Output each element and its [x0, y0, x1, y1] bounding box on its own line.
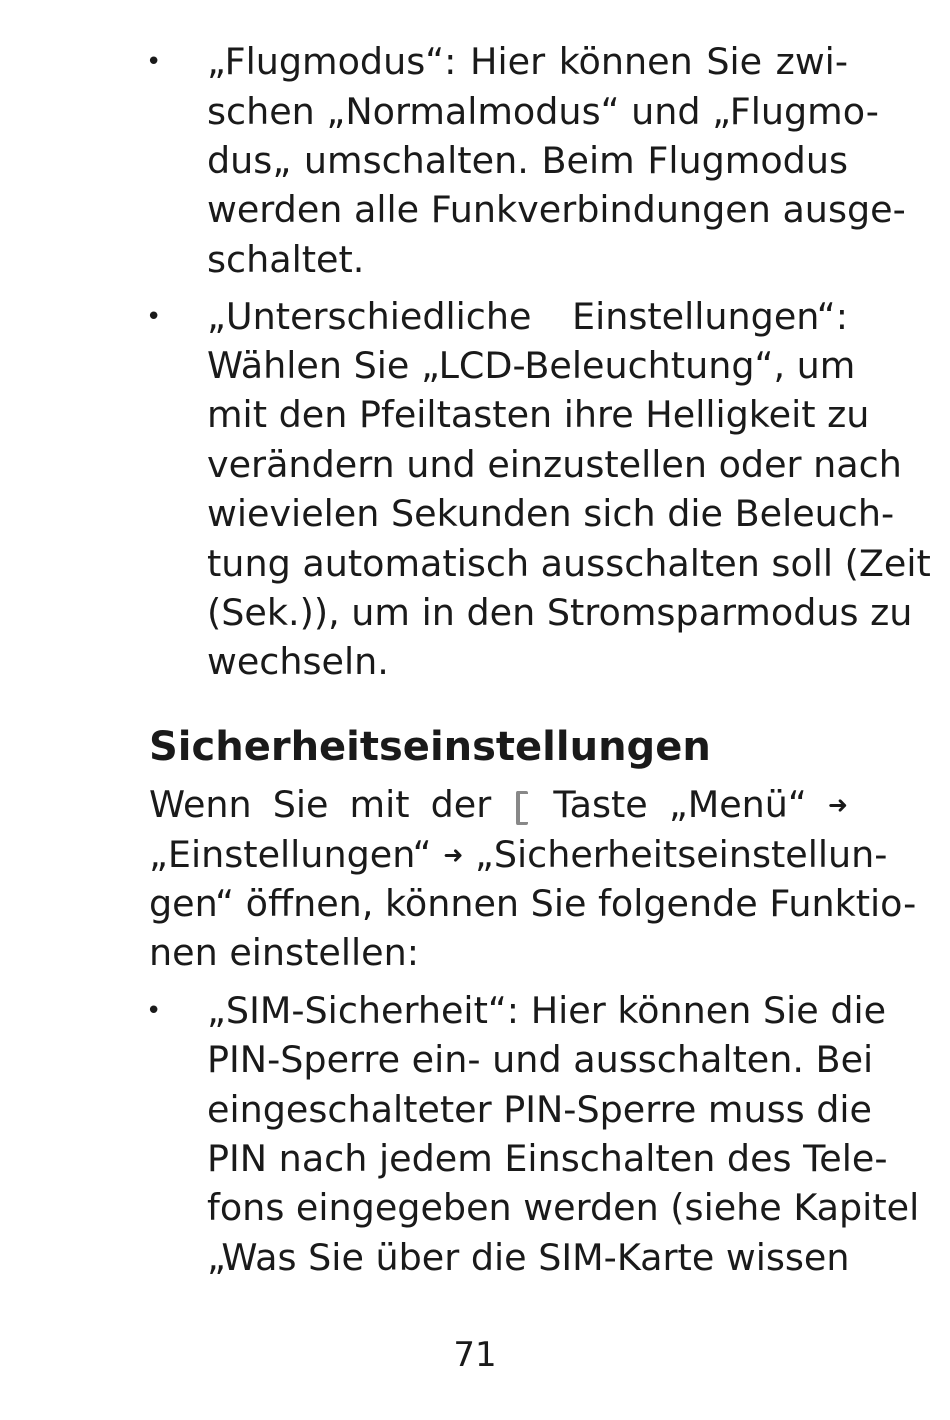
intro-line-1 [149, 780, 848, 830]
bullet-marker: • [146, 302, 162, 332]
bullet-1-line-2: schen „Normalmodus“ und „Flugmo- [207, 90, 879, 133]
section-heading: Sicherheitseinstellungen [149, 724, 711, 770]
bullet-3-line-2: PIN-Sperre ein- und ausschalten. Bei [207, 1038, 874, 1081]
intro-text: Taste „Menü“ [553, 783, 807, 826]
bullet-1-line-1: „Flugmodus“: Hier können Sie zwi- [207, 40, 848, 83]
bullet-2-line-4: verändern und einzustellen oder nach [207, 443, 902, 486]
bullet-3-line-1: „SIM-Sicherheit“: Hier können Sie die [207, 989, 887, 1032]
left-softkey-bracket-icon [516, 791, 528, 825]
bullet-1-line-5: schaltet. [207, 238, 365, 281]
bullet-2-line-5: wievielen Sekunden sich die Beleuch- [207, 492, 895, 535]
bullet-2-line-1: „Unterschiedliche Einstellungen“: [207, 295, 848, 338]
page-number: 71 [453, 1335, 497, 1375]
bullet-2-line-2: Wählen Sie „LCD-Beleuchtung“, um [207, 344, 856, 387]
bullet-3-line-6: „Was Sie über die SIM-Karte wissen [207, 1236, 850, 1279]
bullet-2-line-6: tung automatisch ausschalten soll (Zeit [207, 542, 931, 585]
arrow-right-icon: ➜ [443, 841, 464, 869]
intro-text: „Einstellungen“ [149, 833, 432, 876]
bullet-1-line-4: werden alle Funkverbindungen ausge- [207, 188, 906, 231]
bullet-3-line-3: eingeschalteter PIN-Sperre muss die [207, 1088, 872, 1131]
bullet-marker: • [146, 47, 162, 77]
intro-line-3: gen“ öffnen, können Sie folgende Funktio- [149, 882, 917, 925]
bullet-marker: • [146, 996, 162, 1026]
bullet-2-line-8: wechseln. [207, 640, 389, 683]
intro-line-2 [149, 830, 888, 880]
bullet-3-line-4: PIN nach jedem Einschalten des Tele- [207, 1137, 888, 1180]
bullet-1-line-3: dus„ umschalten. Beim Flugmodus [207, 139, 848, 182]
bullet-3-line-5: fons eingegeben werden (siehe Kapitel [207, 1186, 920, 1229]
arrow-right-icon: ➜ [827, 791, 849, 819]
intro-text: Wenn Sie mit der [149, 783, 492, 826]
bullet-2-line-3: mit den Pfeiltasten ihre Helligkeit zu [207, 393, 870, 436]
bullet-2-line-7: (Sek.)), um in den Stromsparmodus zu [207, 591, 913, 634]
intro-text: „Sicherheitseinstellun- [474, 833, 888, 876]
intro-line-4: nen einstellen: [149, 931, 420, 974]
